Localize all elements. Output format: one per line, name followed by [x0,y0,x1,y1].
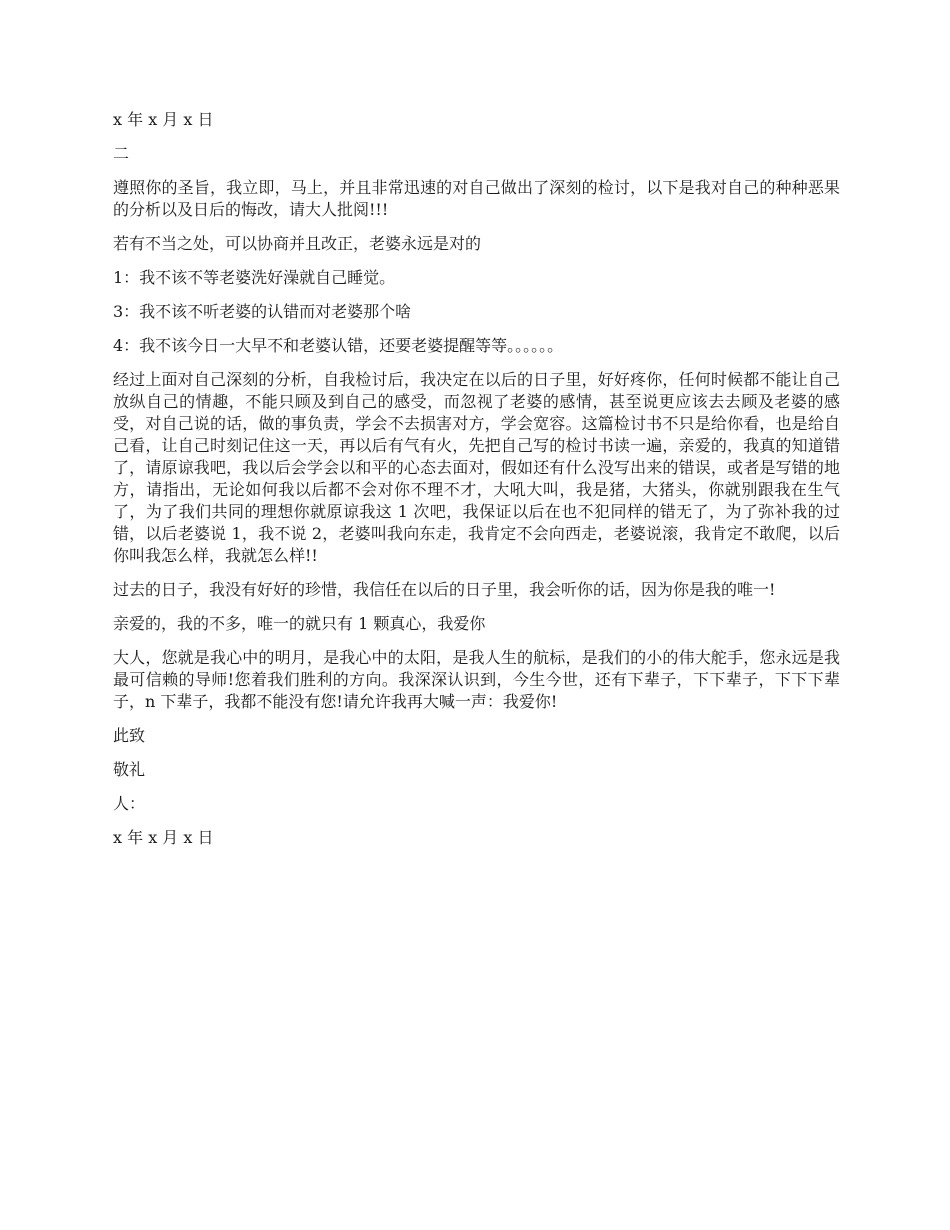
closing-regards: 敬礼 [113,760,146,779]
list-item: 4：我不该今日一大早不和老婆认错，还要老婆提醒等等。。。。。。 [113,336,564,355]
date-top: x 年 x 月 x 日 [113,110,214,129]
section-number: 二 [113,144,130,163]
note-paragraph: 若有不当之处，可以协商并且改正，老婆永远是对的 [113,234,482,253]
body-paragraph: 大人，您就是我心中的明月，是我心中的太阳，是我人生的航标，是我们的小的伟大舵手，您永远是我最可信赖的导师!您着我们胜利的方向。我深深认识到，今生今世，还有下辈子，下下辈子，下下下辈子，n 下辈子，我都不能没有您!请允许我再大喊一声：我爱你! [113,648,840,711]
body-paragraph: 过去的日子，我没有好好的珍惜，我信任在以后的日子里，我会听你的话，因为你是我的唯一! [113,580,776,599]
list-item: 3：我不该不听老婆的认错而对老婆那个啥 [113,302,412,321]
body-paragraph: 经过上面对自己深刻的分析，自我检讨后，我决定在以后的日子里，好好疼你，任何时候都不能让自己放纵自己的情趣，不能只顾及到自己的感受，而忽视了老婆的感情，甚至说更应该去去顾及老婆的感受，对自己说的话，做的事负责，学会不去损害对方，学会宽容。这篇检讨书不只是给你看，也是给自己看，让自己时刻记住这一天，再以后有气有火，先把自己写的检讨书读一遍，亲爱的，我真的知道错了，请原谅我吧，我以后会学会以和平的心态去面对，假如还有什么没写出来的错误，或者是写错的地方，请指出，无论如何我以后都不会对你不理不才，大吼大叫，我是猪，大猪头，你就别跟我在生气了，为了我们共同的理想你就原谅我这 1 次吧，我保证以后在也不犯同样的错无了，为了弥补我的过错，以后老婆说 1，我不说 2，老婆叫我向东走，我肯定不会向西走，老婆说滚，我肯定不敢爬，以后你叫我怎么样，我就怎么样!! [113,370,840,565]
date-bottom: x 年 x 月 x 日 [113,828,214,847]
intro-paragraph: 遵照你的圣旨，我立即，马上，并且非常迅速的对自己做出了深刻的检讨，以下是我对自己的种种恶果的分析以及日后的悔改，请大人批阅!!! [113,178,840,219]
body-paragraph: 亲爱的，我的不多，唯一的就只有 1 颗真心，我爱你 [113,614,486,633]
closing-salutation: 此致 [113,726,146,745]
list-item: 1：我不该不等老婆洗好澡就自己睡觉。 [113,268,396,287]
document-page [113,109,840,861]
signature-line: 人： [113,794,146,813]
